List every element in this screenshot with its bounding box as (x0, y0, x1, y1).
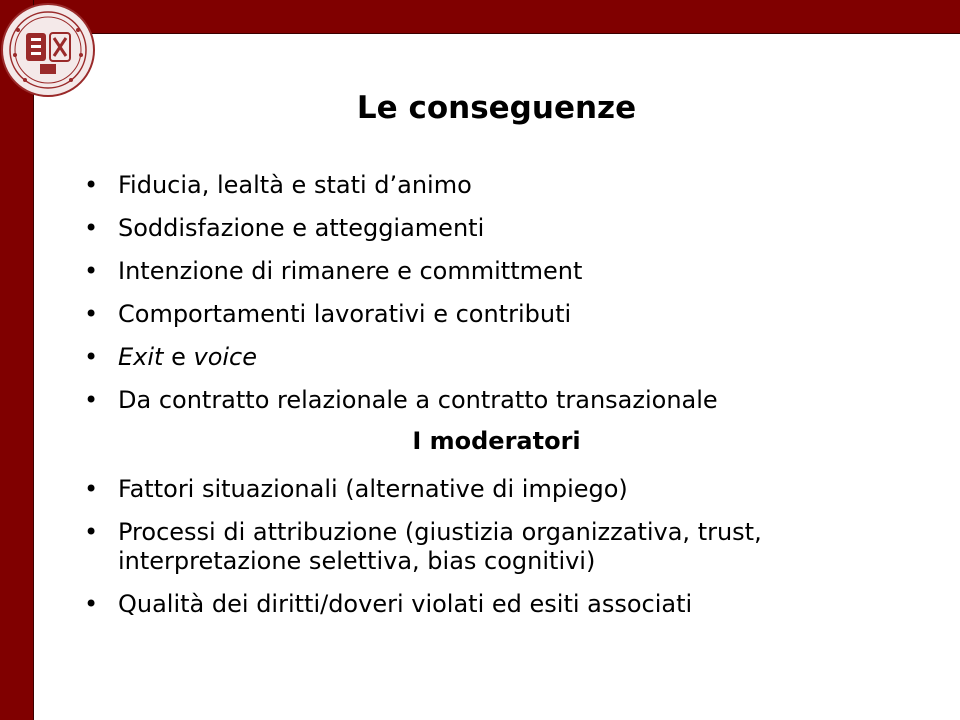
bullet: • (84, 590, 99, 618)
slide-title: Le conseguenze (356, 90, 637, 126)
list-item-text: Da contratto relazionale a contratto transazionale (118, 386, 718, 414)
top-frame-bar (0, 0, 960, 34)
bullet: • (84, 343, 99, 371)
list-item (84, 257, 904, 300)
consequences-list (84, 171, 904, 429)
left-frame-bar (0, 0, 34, 720)
list-item-text: Intenzione di rimanere e committment (118, 257, 583, 285)
list-item (84, 343, 904, 386)
bullet: • (84, 300, 99, 328)
list-item-text: Soddisfazione e atteggiamenti (118, 214, 485, 242)
list-item (84, 171, 904, 214)
bullet: • (84, 386, 99, 414)
list-item (84, 475, 904, 504)
conjunction: e (163, 343, 194, 371)
list-item-text: Qualità dei diritti/doveri violati ed esiti associati (118, 590, 693, 618)
exit-word: Exit (118, 343, 164, 371)
university-seal-icon (0, 0, 100, 100)
bullet: • (84, 171, 99, 199)
bullet: • (84, 518, 99, 546)
list-item-text: Fiducia, lealtà e stati d’animo (118, 171, 472, 199)
moderators-list (84, 475, 904, 633)
bullet: • (84, 257, 99, 285)
section-subtitle: I moderatori (412, 427, 581, 455)
voice-word: voice (193, 343, 257, 371)
list-item (84, 590, 904, 619)
bullet: • (84, 214, 99, 242)
list-item (84, 518, 904, 576)
list-item-text: Comportamenti lavorativi e contributi (118, 300, 572, 328)
bullet: • (84, 475, 99, 503)
list-item-text (118, 343, 257, 371)
list-item-text: Processi di attribuzione (giustizia organizzativa, trust, interpretazione selettiva, bias cognitivi) (118, 518, 762, 575)
list-item (84, 300, 904, 343)
list-item-text: Fattori situazionali (alternative di impiego) (118, 475, 628, 503)
list-item (84, 214, 904, 257)
list-item (84, 386, 904, 429)
